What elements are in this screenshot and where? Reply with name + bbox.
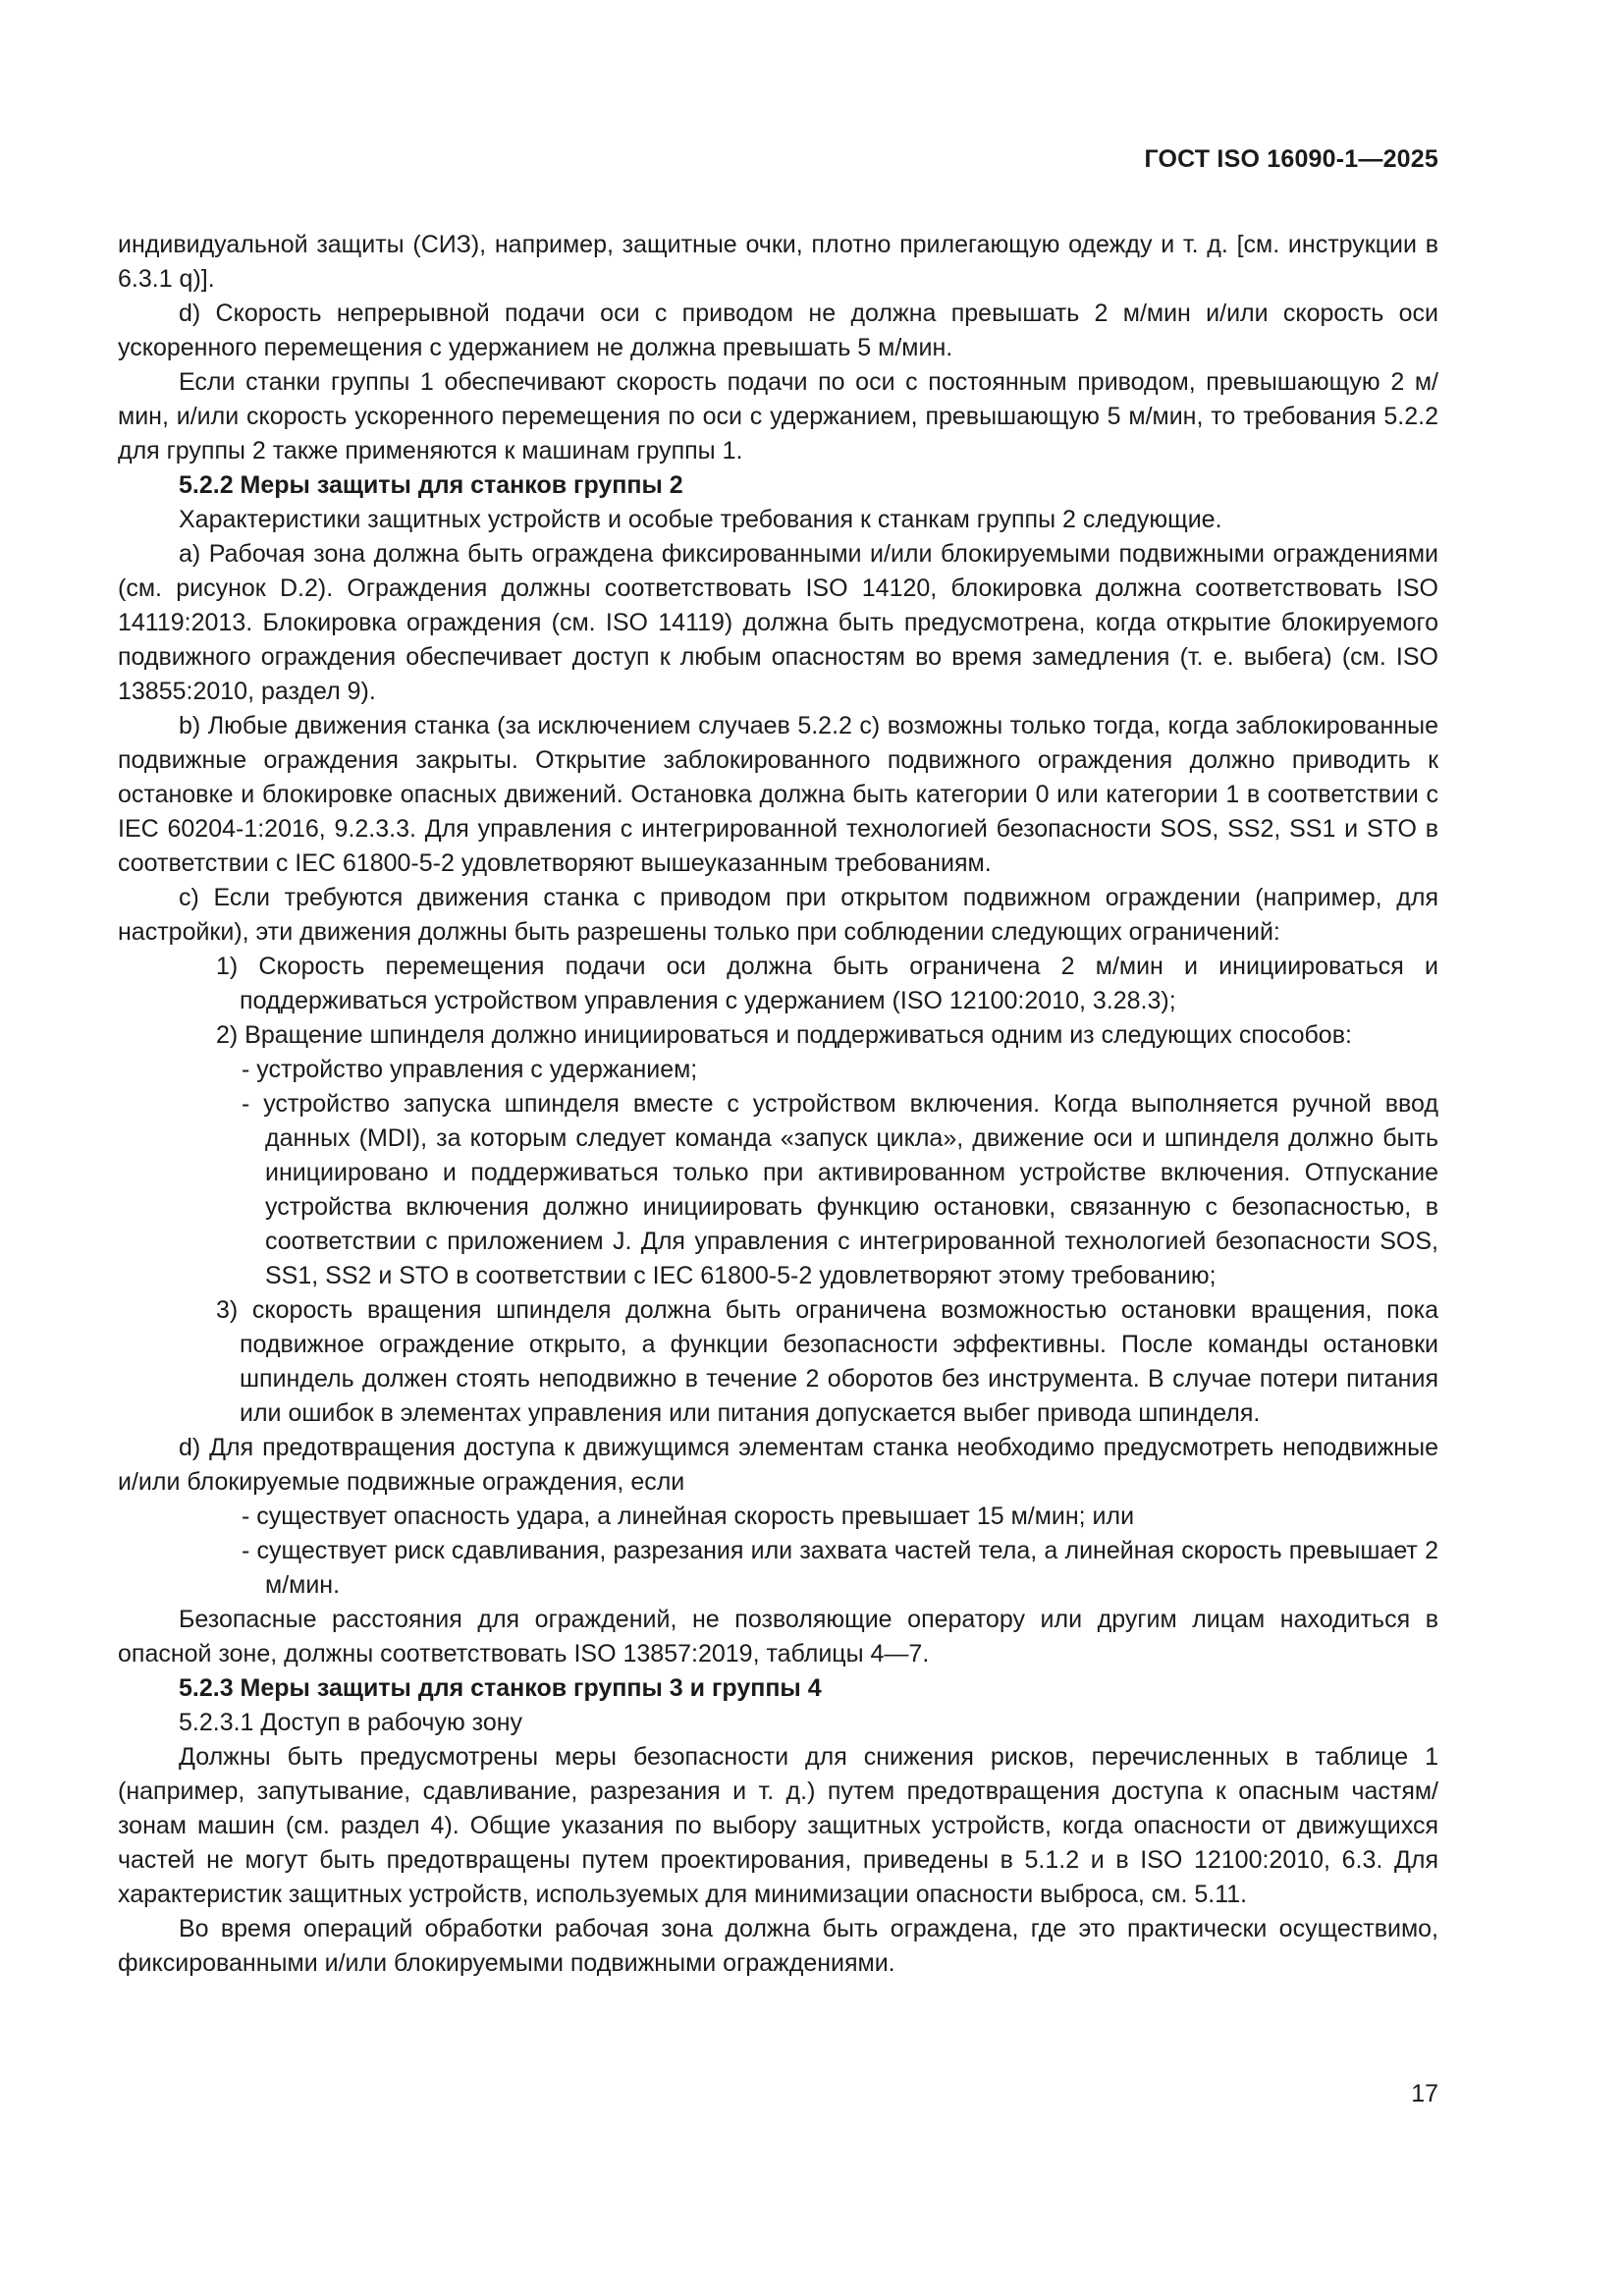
list-item: 2) Вращение шпинделя должно инициироваться и поддерживаться одним из следующих способов:	[216, 1021, 1352, 1049]
paragraph: Характеристики защитных устройств и особые требования к станкам группы 2 следующие.	[179, 506, 1222, 533]
paragraph: индивидуальной защиты (СИЗ), например, защитные очки, плотно прилегающую одежду и т. д. [см. инструкции в 6.3.1 q)].	[118, 231, 1438, 293]
paragraph: d) Для предотвращения доступа к движущимся элементам станка необходимо предусмотреть неподвижные и/или блокируемые подвижные ограждения, если	[118, 1434, 1438, 1496]
list-item: - существует риск сдавливания, разрезания или захвата частей тела, а линейная скорость превышает 2 м/мин.	[242, 1537, 1438, 1599]
document-body	[118, 228, 1438, 1981]
paragraph: d) Скорость непрерывной подачи оси с приводом не должна превышать 2 м/мин и/или скорость оси ускоренного перемещения с удержанием не должна превышать 5 м/мин.	[118, 300, 1438, 361]
list-item: - устройство запуска шпинделя вместе с устройством включения. Когда выполняется ручной ввод данных (MDI), за которым следует команда «запуск цикла», движение оси и шпинделя должно быть инициировано и поддерживаться только при активированном устройстве включения. Отпускание устройства включения должно инициировать функцию остановки, связанную с безопасностью, в соответствии с приложением J. Для управления с интегрированной технологией безопасности SOS, SS1, SS2 и STO в соответствии с IEC 61800-5-2 удовлетворяют этому требованию;	[242, 1090, 1438, 1289]
paragraph: Во время операций обработки рабочая зона должна быть ограждена, где это практически осуществимо, фиксированными и/или блокируемыми подвижными ограждениями.	[118, 1915, 1438, 1977]
section-heading: 5.2.3 Меры защиты для станков группы 3 и группы 4	[179, 1674, 822, 1702]
paragraph: a) Рабочая зона должна быть ограждена фиксированными и/или блокируемыми подвижными ограждениями (см. рисунок D.2). Ограждения должны соответствовать ISO 14120, блокировка должна соответствовать ISO 14119:2013. Блокировка ограждения (см. ISO 14119) должна быть предусмотрена, когда открытие блокируемого подвижного ограждения обеспечивает доступ к любым опасностям во время замедления (т. е. выбега) (см. ISO 13855:2010, раздел 9).	[118, 540, 1438, 705]
list-item: - устройство управления с удержанием;	[242, 1056, 698, 1083]
document-header: ГОСТ ISO 16090-1—2025	[1144, 145, 1438, 173]
paragraph: c) Если требуются движения станка с приводом при открытом подвижном ограждении (например, для настройки), эти движения должны быть разрешены только при соблюдении следующих ограничений:	[118, 884, 1438, 946]
paragraph: Если станки группы 1 обеспечивают скорость подачи по оси с постоянным приводом, превышающую 2 м/мин, и/или скорость ускоренного перемещения по оси с удержанием, превышающую 5 м/мин, то требования 5.2.2 для группы 2 также применяются к машинам группы 1.	[118, 368, 1438, 465]
paragraph: Должны быть предусмотрены меры безопасности для снижения рисков, перечисленных в таблице 1 (например, запутывание, сдавливание, разрезания и т. д.) путем предотвращения доступа к опасным частям/зонам машин (см. раздел 4). Общие указания по выбору защитных устройств, когда опасности от движущихся частей не могут быть предотвращены путем проектирования, приведены в 5.1.2 и в ISO 12100:2010, 6.3. Для характеристик защитных устройств, используемых для минимизации опасности выброса, см. 5.11.	[118, 1743, 1438, 1908]
list-item: 3) скорость вращения шпинделя должна быть ограничена возможностью остановки вращения, пока подвижное ограждение открыто, а функции безопасности эффективны. После команды остановки шпиндель должен стоять неподвижно в течение 2 оборотов без инструмента. В случае потери питания или ошибок в элементах управления или питания допускается выбег привода шпинделя.	[216, 1296, 1438, 1427]
paragraph: Безопасные расстояния для ограждений, не позволяющие оператору или другим лицам находиться в опасной зоне, должны соответствовать ISO 13857:2019, таблицы 4—7.	[118, 1606, 1438, 1667]
subsection-heading: 5.2.3.1 Доступ в рабочую зону	[179, 1709, 523, 1736]
section-heading: 5.2.2 Меры защиты для станков группы 2	[179, 471, 683, 499]
page-number: 17	[1411, 2080, 1438, 2107]
paragraph: b) Любые движения станка (за исключением случаев 5.2.2 с) возможны только тогда, когда заблокированные подвижные ограждения закрыты. Открытие заблокированного подвижного ограждения должно приводить к остановке и блокировке опасных движений. Остановка должна быть категории 0 или категории 1 в соответствии с IEC 60204-1:2016, 9.2.3.3. Для управления с интегрированной технологией безопасности SOS, SS2, SS1 и STO в соответствии с IEC 61800-5-2 удовлетворяют вышеуказанным требованиям.	[118, 712, 1438, 877]
list-item: - существует опасность удара, а линейная скорость превышает 15 м/мин; или	[242, 1503, 1135, 1530]
list-item: 1) Скорость перемещения подачи оси должна быть ограничена 2 м/мин и инициироваться и поддерживаться устройством управления с удержанием (ISO 12100:2010, 3.28.3);	[216, 953, 1438, 1014]
